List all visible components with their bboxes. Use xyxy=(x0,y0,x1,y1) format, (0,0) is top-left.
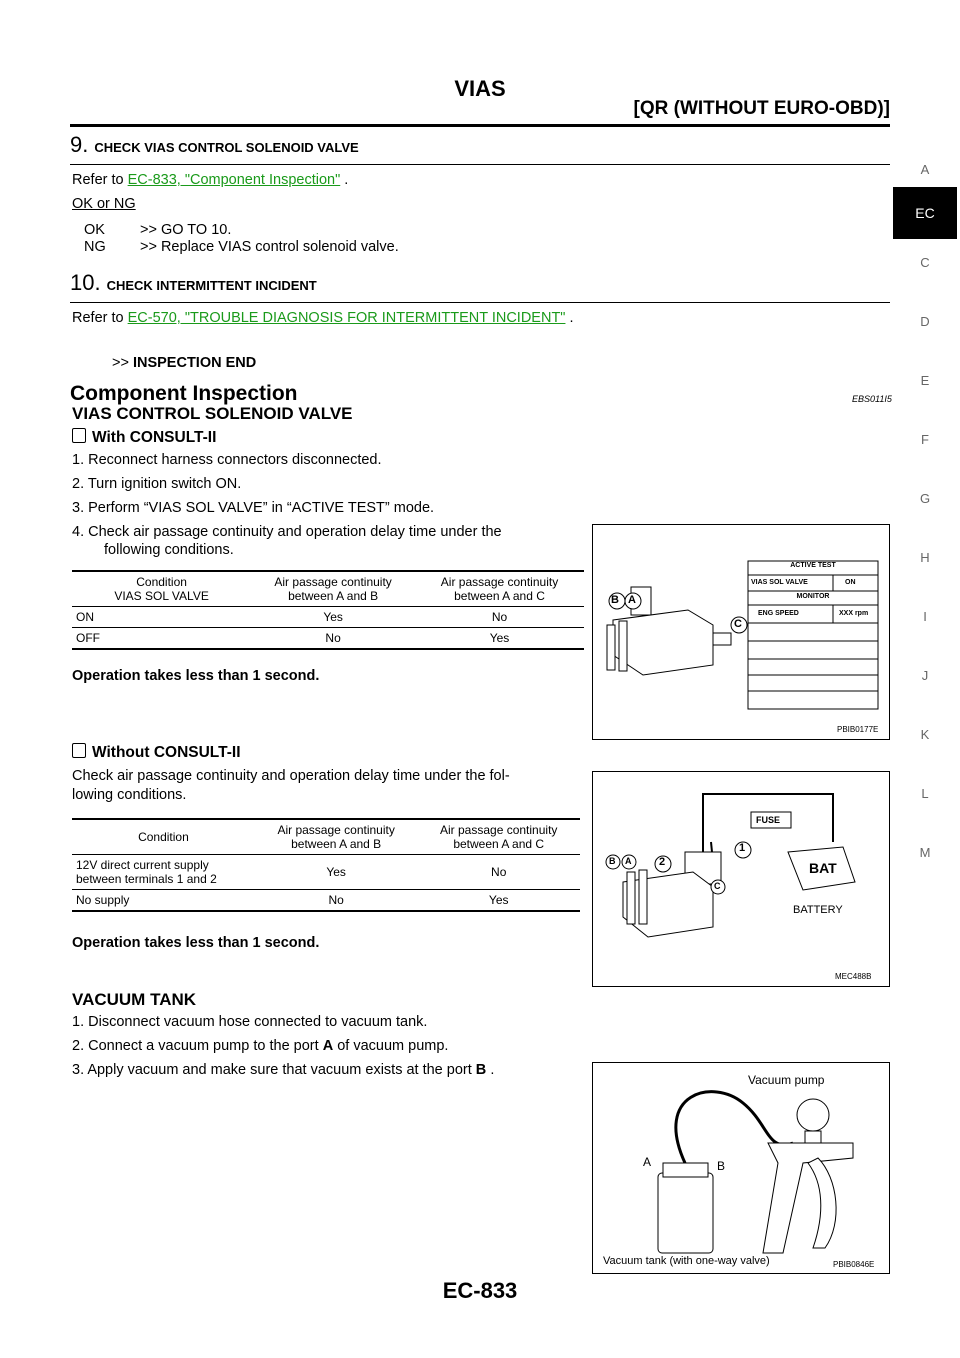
tab-i[interactable]: I xyxy=(923,609,927,624)
ok-or-ng: OK or NG xyxy=(72,196,136,212)
step-10-refer: Refer to EC-570, "TROUBLE DIAGNOSIS FOR INTERMITTENT INCIDENT" . xyxy=(72,310,574,326)
tab-c[interactable]: C xyxy=(920,255,930,270)
tab-j[interactable]: J xyxy=(921,668,929,683)
section-code: EBS011I5 xyxy=(852,394,892,404)
tab-e[interactable]: E xyxy=(920,373,930,388)
figure-caption: PBIB0177E xyxy=(837,725,879,734)
tab-l[interactable]: L xyxy=(921,786,929,801)
tab-a[interactable]: A xyxy=(920,162,930,177)
tab-k[interactable]: K xyxy=(920,727,930,742)
table-row: ON Yes No xyxy=(72,607,584,628)
without-text-1: Check air passage continuity and operation delay time under the fol- xyxy=(72,768,510,784)
page-number: EC-833 xyxy=(442,1278,518,1303)
tab-m[interactable]: M xyxy=(919,845,931,860)
tester-icon xyxy=(72,743,86,758)
without-text-2: lowing conditions. xyxy=(72,787,187,803)
page-subtitle: [QR (WITHOUT EURO-OBD)] xyxy=(633,98,890,119)
figure-active-test: ACTIVE TEST VIAS SOL VALVE ON MONITOR ENG SPEED XXX rpm B A C PBIB0177E xyxy=(592,524,890,740)
tab-g[interactable]: G xyxy=(919,491,931,506)
tab-ec[interactable]: EC xyxy=(893,187,957,239)
operation-note-2: Operation takes less than 1 second. xyxy=(72,935,320,951)
with-consult-heading: With CONSULT-II xyxy=(72,428,216,447)
operation-note-1: Operation takes less than 1 second. xyxy=(72,668,320,684)
consult-step-1: 1. Reconnect harness connectors disconnected. xyxy=(72,452,382,468)
section-title: Component Inspection xyxy=(70,382,298,405)
step-number: 10. xyxy=(70,270,101,295)
figure-vacuum-pump: Vacuum pump A B Vacuum tank (with one-way valve) PBIB0846E xyxy=(592,1062,890,1274)
consult-step-3: 3. Perform “VIAS SOL VALVE” in “ACTIVE TEST” mode. xyxy=(72,500,435,516)
consult-step-4-cont: following conditions. xyxy=(104,542,234,558)
step-number: 9. xyxy=(70,132,89,157)
step-9-heading xyxy=(70,132,890,165)
consult-icon xyxy=(72,428,86,443)
table-row: No supply No Yes xyxy=(72,890,580,912)
figure-caption: PBIB0846E xyxy=(833,1260,875,1269)
section-tabs xyxy=(905,120,945,870)
vias-heading: VIAS CONTROL SOLENOID VALVE xyxy=(72,404,353,423)
tab-f[interactable]: F xyxy=(921,432,929,447)
battery-illustration xyxy=(593,772,889,986)
header-rule xyxy=(70,124,890,127)
step-9-refer: Refer to EC-833, "Component Inspection" . xyxy=(72,172,349,188)
supply-table: Condition Air passage continuity between A and B Air passage continuity between A and C 12V direct current supply between terminals 1 and 2 Yes No No supply No Yes xyxy=(72,818,580,912)
step-10-heading xyxy=(70,270,890,303)
tab-d[interactable]: D xyxy=(920,314,930,329)
vac-step-2: 2. Connect a vacuum pump to the port A of vacuum pump. xyxy=(72,1038,449,1054)
ref-link-intermittent-incident[interactable]: EC-570, "TROUBLE DIAGNOSIS FOR INTERMITTENT INCIDENT" xyxy=(127,310,566,326)
vac-step-3: 3. Apply vacuum and make sure that vacuum exists at the port B . xyxy=(72,1062,495,1078)
vacuum-pump-illustration xyxy=(593,1063,889,1273)
result-ok: OK >> GO TO 10. xyxy=(84,222,232,238)
page-title: VIAS xyxy=(454,76,506,101)
solenoid-illustration xyxy=(593,525,889,739)
without-consult-heading: Without CONSULT-II xyxy=(72,743,241,762)
step-title: CHECK INTERMITTENT INCIDENT xyxy=(106,278,317,293)
vacuum-tank-heading: VACUUM TANK xyxy=(72,990,197,1009)
step-title: CHECK VIAS CONTROL SOLENOID VALVE xyxy=(94,140,359,155)
figure-battery-test: FUSE BAT BATTERY 1 2 B A C MEC488B xyxy=(592,771,890,987)
table-row: 12V direct current supply between terminals 1 and 2 Yes No xyxy=(72,855,580,890)
consult-step-4: 4. Check air passage continuity and operation delay time under the xyxy=(72,524,502,540)
consult-step-2: 2. Turn ignition switch ON. xyxy=(72,476,242,492)
table-row: OFF No Yes xyxy=(72,628,584,650)
consult-table: Condition VIAS SOL VALVE Air passage continuity between A and B Air passage continuity between A and C ON Yes No OFF No Yes xyxy=(72,570,584,650)
ref-link-component-inspection[interactable]: EC-833, "Component Inspection" xyxy=(127,172,341,188)
figure-caption: MEC488B xyxy=(835,972,872,981)
vac-step-1: 1. Disconnect vacuum hose connected to vacuum tank. xyxy=(72,1014,428,1030)
tab-h[interactable]: H xyxy=(920,550,930,565)
inspection-end: >> INSPECTION END xyxy=(112,355,257,371)
result-ng: NG >> Replace VIAS control solenoid valve. xyxy=(84,239,399,255)
